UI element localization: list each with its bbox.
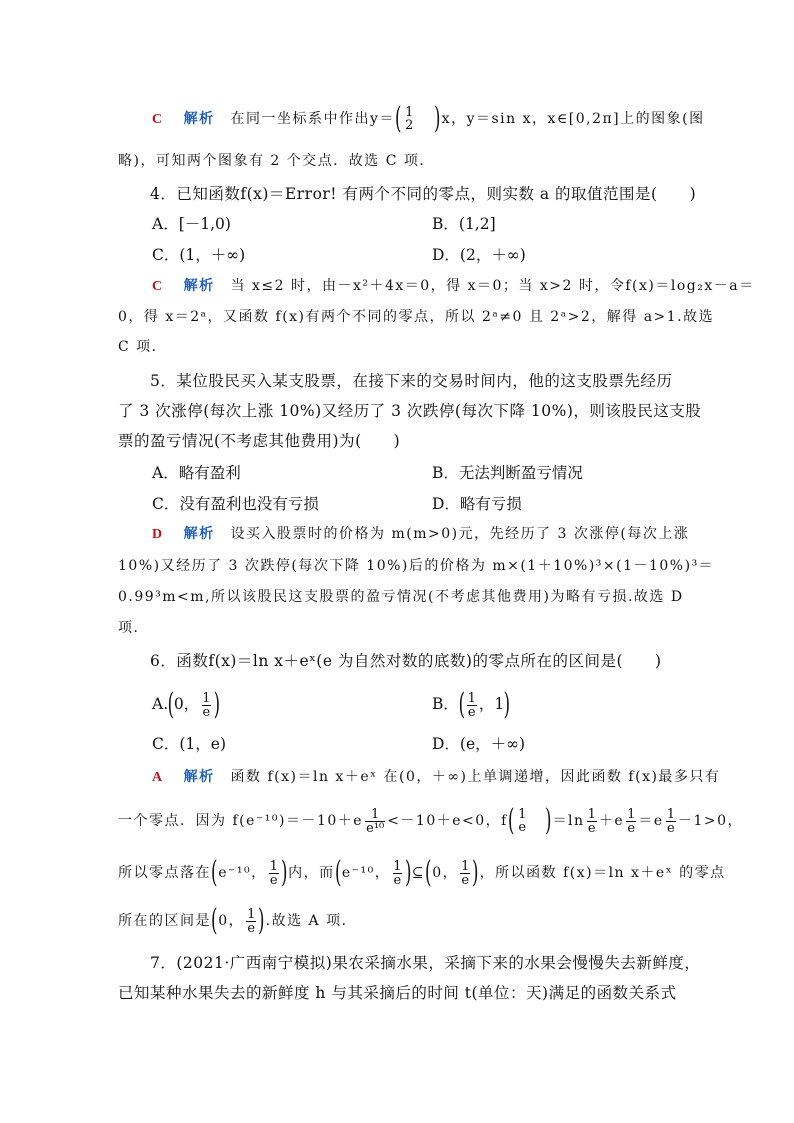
right-paren: ): [280, 855, 289, 890]
left-paren: (: [394, 101, 403, 136]
fraction-one-half: [404, 106, 414, 132]
analysis-label: 解析: [183, 769, 215, 785]
denominator: e: [202, 704, 211, 720]
denominator: e¹⁰: [366, 820, 385, 836]
q5-solution-line-2: 10%)又经历了 3 次跌停(每次下降 10%)后的价格为 m×(1＋10%)³×(1－10%)³＝: [118, 558, 715, 574]
q5-option-d: D．略有亏损: [432, 495, 522, 513]
q5-option-c: C．没有盈利也没有亏损: [152, 495, 319, 513]
math-text: ⊆: [411, 865, 425, 881]
fraction-one-over-e: [517, 808, 527, 834]
left-paren: (: [507, 803, 516, 838]
left-paren: (: [458, 687, 465, 722]
numerator: 1: [405, 105, 414, 120]
math-text: e⁻¹⁰，: [218, 865, 267, 881]
right-paren: ): [545, 803, 553, 838]
solution-text: －1>0，: [678, 813, 744, 829]
answer-letter: C: [152, 112, 164, 127]
analysis-label: 解析: [183, 278, 215, 294]
answer-letter: C: [152, 279, 164, 294]
option-letter: A.: [152, 695, 169, 713]
left-paren: (: [424, 855, 433, 890]
math-text: 0，: [218, 913, 245, 929]
numerator: 1: [627, 806, 636, 822]
q4-option-a: A．[－1,0): [152, 215, 231, 233]
fraction-one-over-e: [201, 692, 211, 719]
fraction-one-over-e: [460, 860, 470, 887]
numerator: 1: [370, 806, 380, 822]
solution-text: 所在的区间是: [118, 913, 211, 929]
q4-solution-line-2: 0，得 x＝2ᵃ，又函数 f(x)有两个不同的零点，所以 2ᵃ≠0 且 2ᵃ>2，解得 a>1.故选: [118, 309, 715, 325]
q6-solution-line-2: [118, 803, 744, 838]
q3-solution-line-2: 略)，可知两个图象有 2 个交点．故选 C 项．: [118, 153, 435, 169]
fraction-one-over-e: [666, 808, 676, 835]
q6-option-a: [152, 687, 220, 722]
left-paren: (: [334, 855, 342, 890]
numerator: 1: [202, 690, 211, 706]
denominator: e: [518, 820, 527, 835]
answer-letter: D: [152, 527, 164, 542]
solution-text: ＋e: [598, 813, 625, 829]
q6-option-b: [432, 687, 511, 722]
q4-solution-line-1: [152, 275, 755, 298]
math-text: e⁻¹⁰，: [341, 865, 391, 881]
fraction-one-over-e10: [365, 808, 385, 835]
math-text: ，1: [478, 695, 505, 713]
q4-stem: 4．已知函数f(x)＝Error! 有两个不同的零点，则实数 a 的取值范围是( ): [150, 185, 697, 203]
denominator: e: [667, 820, 675, 836]
right-paren: ): [472, 855, 480, 890]
math-text: 0，: [432, 865, 459, 881]
q4-option-b: B．(1,2]: [432, 215, 496, 233]
q7-stem-line-1: 7．(2021·广西南宁模拟)果农采摘水果，采摘下来的水果会慢慢失去新鲜度，: [150, 954, 701, 972]
q5-solution-line-1: [152, 523, 689, 546]
q3-solution-line-1: [152, 101, 705, 136]
left-paren: (: [210, 855, 219, 890]
analysis-label: 解析: [183, 111, 215, 127]
solution-text: 设买入股票时的价格为 m(m>0)元，先经历了 3 次涨停(每次上涨: [230, 526, 690, 542]
fraction-one-over-e: [246, 908, 256, 935]
solution-text: .故选 A 项．: [265, 913, 358, 929]
q5-solution-line-4: 项．: [118, 620, 149, 636]
q4-solution-line-3: C 项．: [118, 339, 168, 355]
q6-solution-line-4: [118, 903, 358, 938]
q7-stem-line-2: 已知某种水果失去的新鲜度 h 与其采摘后的时间 t(单位：天)满足的函数关系式: [118, 984, 677, 1002]
answer-letter: A: [152, 770, 164, 785]
numerator: 1: [467, 690, 476, 706]
solution-text: 内，而: [288, 865, 335, 881]
solution-text: 一个零点．因为 f(e⁻¹⁰)＝－10＋e: [118, 813, 364, 829]
numerator: 1: [587, 806, 596, 822]
numerator: 1: [247, 906, 256, 922]
solution-text: ，所以函数 f(x)＝ln x＋eˣ 的零点: [479, 865, 726, 881]
right-paren: ): [503, 687, 511, 722]
solution-text: 函数 f(x)＝ln x＋eˣ 在(0，＋∞)上单调递增，因此函数 f(x)最多只有: [230, 769, 721, 785]
solution-text: x，y＝sin x，x∈[0,2π]上的图象(图: [441, 111, 705, 127]
numerator: 1: [666, 806, 675, 822]
left-paren: (: [167, 687, 175, 722]
solution-text: ＝e: [638, 813, 664, 829]
solution-text: 在同一坐标系中作出: [230, 111, 371, 127]
q5-stem-line-2: 了 3 次涨停(每次上涨 10%)又经历了 3 次跌停(每次下降 10%)，则该股民这支股: [118, 402, 702, 420]
q5-option-b: B．无法判断盈亏情况: [432, 464, 583, 482]
right-paren: ): [213, 687, 220, 722]
numerator: 1: [461, 858, 470, 874]
option-letter: B．: [432, 695, 459, 713]
fraction-one-over-e: [392, 860, 402, 887]
math-text: y＝: [370, 111, 395, 127]
right-paren: ): [258, 903, 266, 938]
right-paren: ): [434, 101, 442, 136]
analysis-label: 解析: [183, 526, 215, 542]
fraction-one-over-e: [587, 808, 597, 835]
fraction-one-over-e: [626, 808, 636, 835]
denominator: 2: [405, 118, 414, 133]
q6-solution-line-3: [118, 855, 726, 890]
q4-option-c: C．(1，＋∞): [152, 246, 246, 264]
denominator: e: [461, 872, 470, 888]
denominator: e: [247, 920, 256, 936]
numerator: 1: [518, 807, 527, 822]
denominator: e: [269, 872, 278, 888]
q6-solution-line-1: [152, 766, 720, 789]
q6-option-d: D．(e，＋∞): [432, 735, 526, 753]
solution-text: 当 x≤2 时，由－x²＋4x＝0，得 x＝0；当 x>2 时，令f(x)＝log₂x－a＝: [230, 278, 755, 294]
numerator: 1: [393, 858, 402, 874]
solution-text: <－10＋e<0，f: [387, 813, 508, 829]
solution-text: ＝ln: [552, 813, 585, 829]
left-paren: (: [210, 903, 219, 938]
q6-option-c: C．(1，e): [152, 735, 226, 753]
numerator: 1: [269, 858, 278, 874]
denominator: e: [393, 872, 402, 888]
denominator: e: [627, 820, 636, 836]
q5-stem-line-1: 5．某位股民买入某支股票，在接下来的交易时间内，他的这支股票先经历: [150, 372, 673, 390]
q4-option-d: D．(2，＋∞): [432, 246, 526, 264]
right-paren: ): [404, 855, 412, 890]
solution-text: 所以零点落在: [118, 865, 211, 881]
q5-option-a: A．略有盈利: [152, 464, 241, 482]
q5-stem-line-3: 票的盈亏情况(不考虑其他费用)为( ): [118, 432, 401, 450]
q5-solution-line-3: 0.99³m<m,所以该股民这支股票的盈亏情况(不考虑其他费用)为略有亏损.故选 D: [118, 589, 684, 605]
denominator: e: [467, 704, 476, 720]
denominator: e: [587, 820, 596, 836]
fraction-one-over-e: [269, 860, 279, 887]
fraction-one-over-e: [467, 692, 477, 719]
math-text: 0，: [173, 695, 200, 713]
q6-stem: 6．函数f(x)＝ln x＋eˣ(e 为自然对数的底数)的零点所在的区间是( ): [150, 652, 662, 670]
